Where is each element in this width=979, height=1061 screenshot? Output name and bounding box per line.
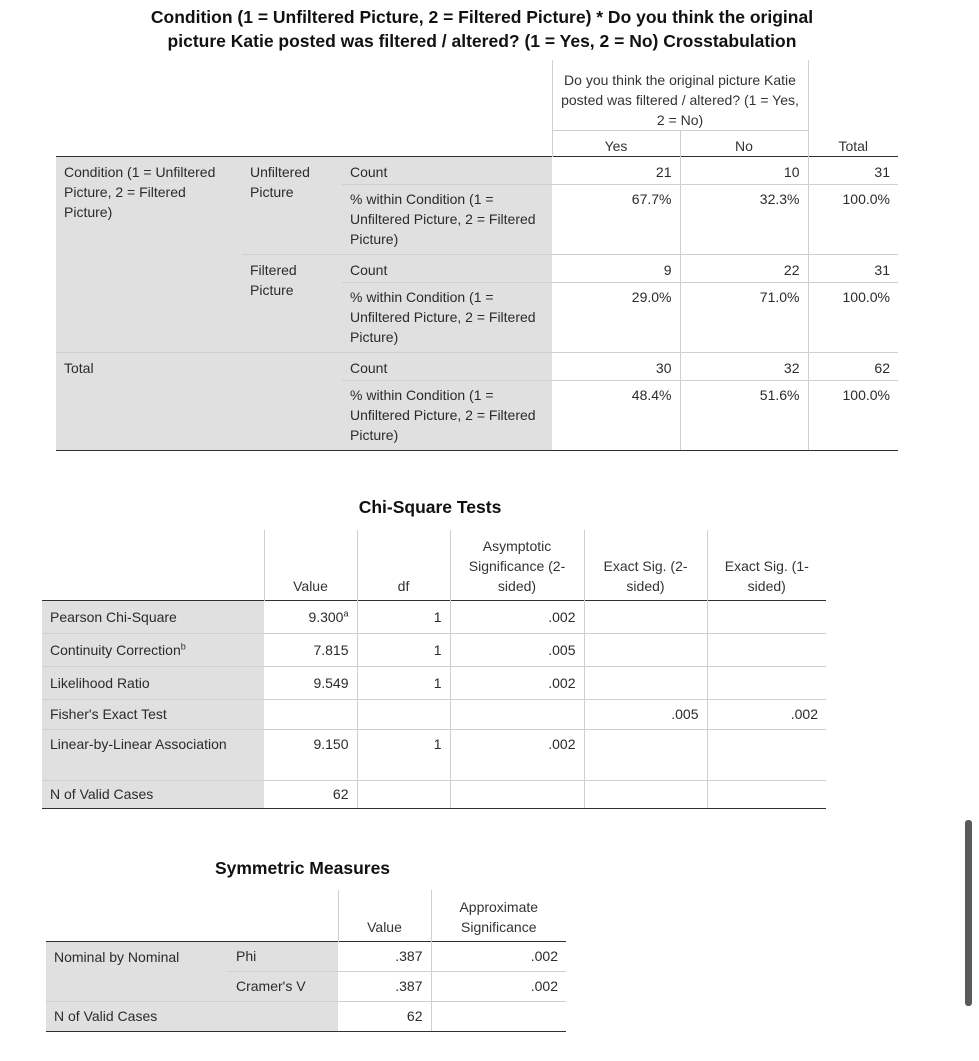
cell-value: 100.0% [808, 380, 898, 450]
chi-df [357, 780, 450, 808]
symmetric-title: Symmetric Measures [214, 858, 391, 878]
crosstab-table [56, 60, 898, 451]
chi-exact2 [584, 780, 707, 808]
cell-value: 21 [552, 156, 680, 184]
chi-value: 9.150 [264, 729, 357, 780]
row-group-label: Unfiltered Picture [242, 156, 342, 254]
sym-value: .387 [338, 971, 431, 1001]
col-header-total: Total [808, 130, 898, 156]
stat-label: % within Condition (1 = Unfiltered Picture, 2 = Filtered Picture) [342, 282, 552, 352]
chi-square-title: Chi-Square Tests [358, 497, 502, 517]
stat-label: Count [342, 254, 552, 282]
row-group-label: Filtered Picture [242, 254, 342, 352]
chi-row-label: Likelihood Ratio [42, 666, 264, 699]
chi-row-label: Fisher's Exact Test [42, 699, 264, 729]
row-variable-label: Condition (1 = Unfiltered Picture, 2 = Filtered Picture) [56, 156, 242, 352]
cell-value: 10 [680, 156, 808, 184]
stat-label: % within Condition (1 = Unfiltered Picture, 2 = Filtered Picture) [342, 184, 552, 254]
sym-header-approx: Approximate Significance [431, 890, 566, 941]
crosstab-title-line1: Condition (1 = Unfiltered Picture, 2 = Filtered Picture) * Do you think the original [150, 7, 814, 27]
chi-asymp [450, 699, 584, 729]
chi-square-table [42, 530, 826, 809]
chi-value: 7.815 [264, 633, 357, 666]
cell-value: 31 [808, 254, 898, 282]
chi-row-label: N of Valid Cases [42, 780, 264, 808]
chi-header-df: df [357, 530, 450, 600]
chi-row-label: Continuity Correction$^b$ [42, 633, 264, 666]
chi-value: 9.300$^a$ [264, 600, 357, 633]
chi-value [264, 699, 357, 729]
crosstab-column-group-header: Do you think the original picture Katie posted was filtered / altered? (1 = Yes, 2 = No) [552, 60, 808, 130]
chi-asymp: .002 [450, 666, 584, 699]
chi-exact2 [584, 666, 707, 699]
chi-exact1 [707, 780, 826, 808]
chi-row-label: Pearson Chi-Square [42, 600, 264, 633]
cell-value: 62 [808, 352, 898, 380]
cell-value: 71.0% [680, 282, 808, 352]
crosstab-title [60, 5, 904, 53]
cell-value: 30 [552, 352, 680, 380]
chi-df: 1 [357, 666, 450, 699]
sym-header-value: Value [338, 890, 431, 941]
chi-value: 62 [264, 780, 357, 808]
stat-label: Count [342, 156, 552, 184]
sym-value: .387 [338, 941, 431, 971]
chi-exact1 [707, 666, 826, 699]
sym-group-label: Nominal by Nominal [46, 941, 228, 1001]
chi-exact2 [584, 600, 707, 633]
cell-value: 9 [552, 254, 680, 282]
chi-df: 1 [357, 729, 450, 780]
chi-asymp: .002 [450, 600, 584, 633]
col-header-yes: Yes [552, 130, 680, 156]
chi-asymp [450, 780, 584, 808]
sym-approx: .002 [431, 941, 566, 971]
chi-header-value: Value [264, 530, 357, 600]
cell-value: 100.0% [808, 184, 898, 254]
cell-value: 32 [680, 352, 808, 380]
chi-df [357, 699, 450, 729]
cell-value: 32.3% [680, 184, 808, 254]
vertical-scrollbar[interactable] [965, 820, 972, 1006]
cell-value: 48.4% [552, 380, 680, 450]
cell-value: 31 [808, 156, 898, 184]
chi-asymp: .002 [450, 729, 584, 780]
crosstab-corner [56, 60, 552, 130]
chi-header-asymp: Asymptotic Significance (2-sided) [450, 530, 584, 600]
col-header-no: No [680, 130, 808, 156]
chi-value: 9.549 [264, 666, 357, 699]
symmetric-table [46, 890, 566, 1032]
total-row-label: Total [56, 352, 342, 450]
chi-header-exact2: Exact Sig. (2-sided) [584, 530, 707, 600]
chi-exact1 [707, 600, 826, 633]
sym-n-value: 62 [338, 1001, 431, 1031]
chi-row-label: Linear-by-Linear Association [42, 729, 264, 780]
chi-df: 1 [357, 633, 450, 666]
chi-df: 1 [357, 600, 450, 633]
sym-approx: .002 [431, 971, 566, 1001]
chi-exact1 [707, 633, 826, 666]
chi-asymp: .005 [450, 633, 584, 666]
chi-header-exact1: Exact Sig. (1-sided) [707, 530, 826, 600]
sym-row-label: Phi [228, 941, 338, 971]
chi-exact2 [584, 633, 707, 666]
cell-value: 29.0% [552, 282, 680, 352]
stat-label: % within Condition (1 = Unfiltered Picture, 2 = Filtered Picture) [342, 380, 552, 450]
cell-value: 51.6% [680, 380, 808, 450]
sym-n-label: N of Valid Cases [46, 1001, 338, 1031]
cell-value: 22 [680, 254, 808, 282]
chi-exact2: .005 [584, 699, 707, 729]
cell-value: 67.7% [552, 184, 680, 254]
chi-exact2 [584, 729, 707, 780]
cell-value: 100.0% [808, 282, 898, 352]
crosstab-title-line2: picture Katie posted was filtered / altered? (1 = Yes, 2 = No) Crosstabulation [167, 31, 797, 51]
chi-exact1: .002 [707, 699, 826, 729]
stat-label: Count [342, 352, 552, 380]
chi-exact1 [707, 729, 826, 780]
sym-row-label: Cramer's V [228, 971, 338, 1001]
